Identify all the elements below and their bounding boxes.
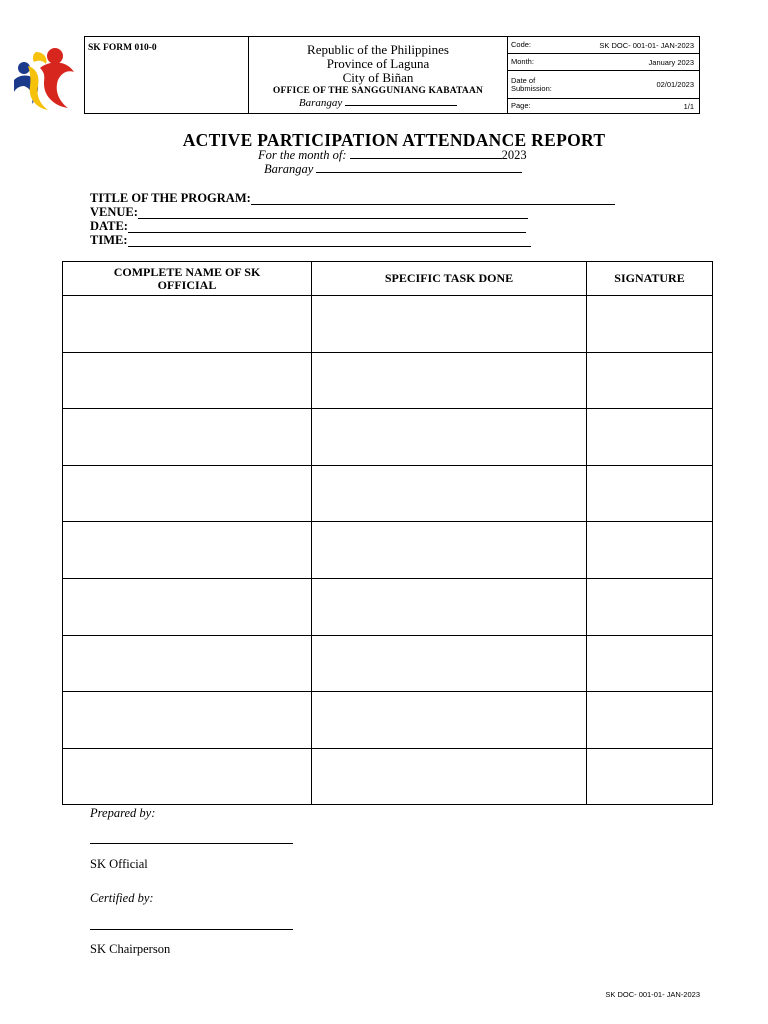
header-line-province: Province of Laguna xyxy=(326,56,430,71)
field-time xyxy=(90,233,615,247)
table-row xyxy=(63,748,713,805)
table-row xyxy=(63,352,713,409)
prepared-by-label: Prepared by: xyxy=(90,806,156,820)
meta-label: Page: xyxy=(511,101,531,110)
header-office: OFFICE OF THE SANGGUNIANG KABATAAN xyxy=(272,86,484,96)
cell-name[interactable] xyxy=(63,692,312,749)
cell-task[interactable] xyxy=(312,409,587,466)
prepared-signature-line[interactable] xyxy=(90,843,293,844)
table-row xyxy=(63,578,713,635)
cell-name[interactable] xyxy=(63,409,312,466)
cell-task[interactable] xyxy=(312,692,587,749)
field-venue-label: VENUE: xyxy=(90,205,138,219)
header-barangay-line xyxy=(345,97,457,106)
meta-row-submission xyxy=(508,71,699,99)
header-barangay-label: Barangay xyxy=(298,97,343,109)
cell-task[interactable] xyxy=(312,578,587,635)
table-row xyxy=(63,409,713,466)
field-venue xyxy=(90,205,615,219)
meta-row-month xyxy=(508,54,699,71)
month-line xyxy=(258,148,527,163)
meta-value: 02/01/2023 xyxy=(656,80,694,89)
cell-signature[interactable] xyxy=(587,635,713,692)
cell-task[interactable] xyxy=(312,522,587,579)
col-header-signature: SIGNATURE xyxy=(587,262,713,296)
footer-code: SK DOC- 001-01- JAN-2023 xyxy=(605,990,700,999)
cell-name[interactable] xyxy=(63,352,312,409)
cell-signature[interactable] xyxy=(587,296,713,353)
certified-signature-line[interactable] xyxy=(90,929,293,930)
header-barangay xyxy=(249,97,507,110)
meta-label: Month: xyxy=(511,57,534,66)
month-blank xyxy=(350,149,502,159)
table-row xyxy=(63,296,713,353)
form-header xyxy=(84,36,700,114)
month-year: 2023 xyxy=(501,148,527,162)
cell-signature[interactable] xyxy=(587,692,713,749)
meta-label: Date of Submission: xyxy=(511,75,552,93)
col-header-name: COMPLETE NAME OF SK OFFICIAL xyxy=(63,262,312,296)
table-row xyxy=(63,692,713,749)
meta-row-code xyxy=(508,37,699,54)
sk-logo-icon xyxy=(10,46,80,114)
cell-name[interactable] xyxy=(63,296,312,353)
field-program-label: TITLE OF THE PROGRAM: xyxy=(90,191,251,205)
cell-signature[interactable] xyxy=(587,352,713,409)
cell-name[interactable] xyxy=(63,635,312,692)
prepared-role: SK Official xyxy=(90,857,148,871)
certified-role: SK Chairperson xyxy=(90,942,171,956)
field-program xyxy=(90,191,615,205)
cell-signature[interactable] xyxy=(587,409,713,466)
field-time-line[interactable] xyxy=(128,237,531,247)
cell-name[interactable] xyxy=(63,578,312,635)
attendance-table xyxy=(62,261,713,805)
report-title: ACTIVE PARTICIPATION ATTENDANCE REPORT xyxy=(182,130,606,150)
cell-task[interactable] xyxy=(312,352,587,409)
table-row xyxy=(63,522,713,579)
cell-name[interactable] xyxy=(63,748,312,805)
cell-name[interactable] xyxy=(63,522,312,579)
meta-value: 1/1 xyxy=(683,101,694,111)
certified-by-label: Certified by: xyxy=(90,891,154,905)
field-date xyxy=(90,219,615,233)
cell-signature[interactable] xyxy=(587,465,713,522)
meta-label: Code: xyxy=(511,40,532,49)
meta-value: SK DOC- 001-01- JAN-2023 xyxy=(599,40,694,50)
field-date-label: DATE: xyxy=(90,219,128,233)
field-venue-line[interactable] xyxy=(138,209,528,219)
program-fields xyxy=(90,191,615,247)
col-header-task: SPECIFIC TASK DONE xyxy=(312,262,587,296)
cell-task[interactable] xyxy=(312,465,587,522)
cell-task[interactable] xyxy=(312,635,587,692)
header-line-republic: Republic of the Philippines xyxy=(307,42,449,57)
table-header-row xyxy=(63,262,713,296)
meta-value: January 2023 xyxy=(648,57,694,67)
cell-name[interactable] xyxy=(63,465,312,522)
cell-signature[interactable] xyxy=(587,578,713,635)
meta-row-page xyxy=(508,99,699,113)
cell-signature[interactable] xyxy=(587,748,713,805)
header-line-city: City of Biñan xyxy=(342,70,414,85)
table-row xyxy=(63,635,713,692)
form-code: SK FORM 010-0 xyxy=(85,37,249,113)
month-label: For the month of: xyxy=(258,148,347,162)
table-row xyxy=(63,465,713,522)
cell-signature[interactable] xyxy=(587,522,713,579)
cell-task[interactable] xyxy=(312,748,587,805)
barangay-line xyxy=(264,162,522,177)
cell-task[interactable] xyxy=(312,296,587,353)
barangay-blank xyxy=(316,163,522,173)
field-program-line[interactable] xyxy=(251,195,615,205)
barangay-label: Barangay xyxy=(264,162,314,176)
header-title-block xyxy=(249,37,508,113)
document-meta xyxy=(508,37,699,113)
field-date-line[interactable] xyxy=(128,223,526,233)
field-time-label: TIME: xyxy=(90,233,128,247)
